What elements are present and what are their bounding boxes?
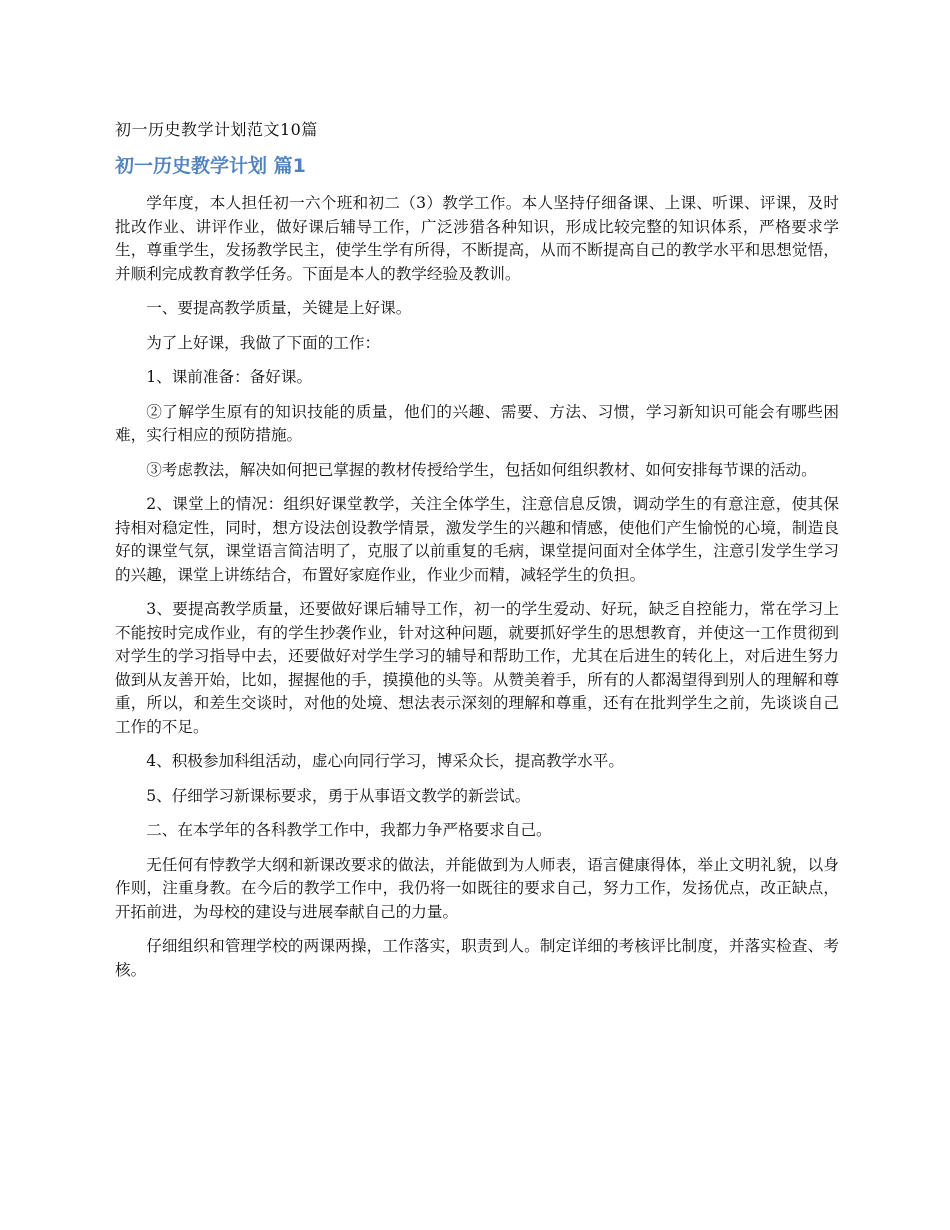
paragraph-intro: 学年度，本人担任初一六个班和初二（3）教学工作。本人坚持仔细备课、上课、听课、评课，及时批改作业、讲评作业，做好课后辅导工作，广泛涉猎各种知识，形成比较完整的知识体系，严格要求学生，尊重学生，发扬教学民主，使学生学有所得，不断提高，从而不断提高自己的教学水平和思想觉悟，并顺利完成教育教学任务。下面是本人的教学经验及教训。 — [115, 194, 839, 283]
paragraph-management: 仔细组织和管理学校的两课两操，工作落实，职责到人。制定详细的考核评比制度，并落实检查、考核。 — [115, 937, 839, 979]
paragraph-conduct: 无任何有悖教学大纲和新课改要求的做法，并能做到为人师表，语言健康得体，举止文明礼貌，以身作则，注重身教。在今后的教学工作中，我仍将一如既往的要求自己，努力工作，发扬优点，改正缺点，开拓前进，为母校的建设与进展奉献自己的力量。 — [115, 855, 839, 921]
paragraph-group-activity: 4、积极参加科组活动，虚心向同行学习，博采众长，提高教学水平。 — [146, 752, 624, 770]
document-page — [115, 118, 839, 993]
paragraph-teaching-method: ③考虑教法，解决如何把已掌握的教材传授给学生，包括如何组织教材、如何安排每节课的活动。 — [146, 460, 817, 479]
paragraph-classroom: 2、课堂上的情况：组织好课堂教学，关注全体学生，注意信息反馈，调动学生的有意注意，使其保持相对稳定性，同时，想方设法创设教学情景，激发学生的兴趣和情感，使他们产生愉悦的心境，制造良好的课堂气氛，课堂语言简洁明了，克服了以前重复的毛病，课堂提问面对全体学生，注意引发学生学习的兴趣，课堂上讲练结合，布置好家庭作业，作业少而精，减轻学生的负担。 — [115, 495, 839, 584]
paragraph-point-2: 二、在本学年的各科教学工作中，我都力争严格要求自己。 — [146, 821, 552, 839]
paragraph-preparation-intro: 为了上好课，我做了下面的工作： — [146, 333, 381, 352]
paragraph-point-1: 一、要提高教学质量，关键是上好课。 — [146, 299, 412, 317]
paragraph-curriculum: 5、仔细学习新课标要求，勇于从事语文教学的新尝试。 — [146, 786, 531, 805]
document-title: 初一历史教学计划范文10篇 — [115, 120, 318, 139]
paragraph-lesson-prep: 1、课前准备：备好课。 — [146, 368, 313, 386]
paragraph-understand-students: ②了解学生原有的知识技能的质量，他们的兴趣、需要、方法、习惯，学习新知识可能会有哪些困难，实行相应的预防措施。 — [115, 402, 839, 444]
paragraph-after-class: 3、要提高教学质量，还要做好课后辅导工作，初一的学生爱动、好玩，缺乏自控能力，常在学习上不能按时完成作业，有的学生抄袭作业，针对这种问题，就要抓好学生的思想教育，并使这一工作贯彻到对学生的学习指导中去，还要做好对学生学习的辅导和帮助工作，尤其在后进生的转化上，对后进生努力做到从友善开始，比如，握握他的手，摸摸他的头等。从赞美着手，所有的人都渴望得到别人的理解和尊重，所以，和差生交谈时，对他的处境、想法表示深刻的理解和尊重，还有在批判学生之前，先谈谈自己工作的不足。 — [115, 600, 839, 736]
section-heading: 初一历史教学计划 篇1 — [115, 155, 306, 177]
